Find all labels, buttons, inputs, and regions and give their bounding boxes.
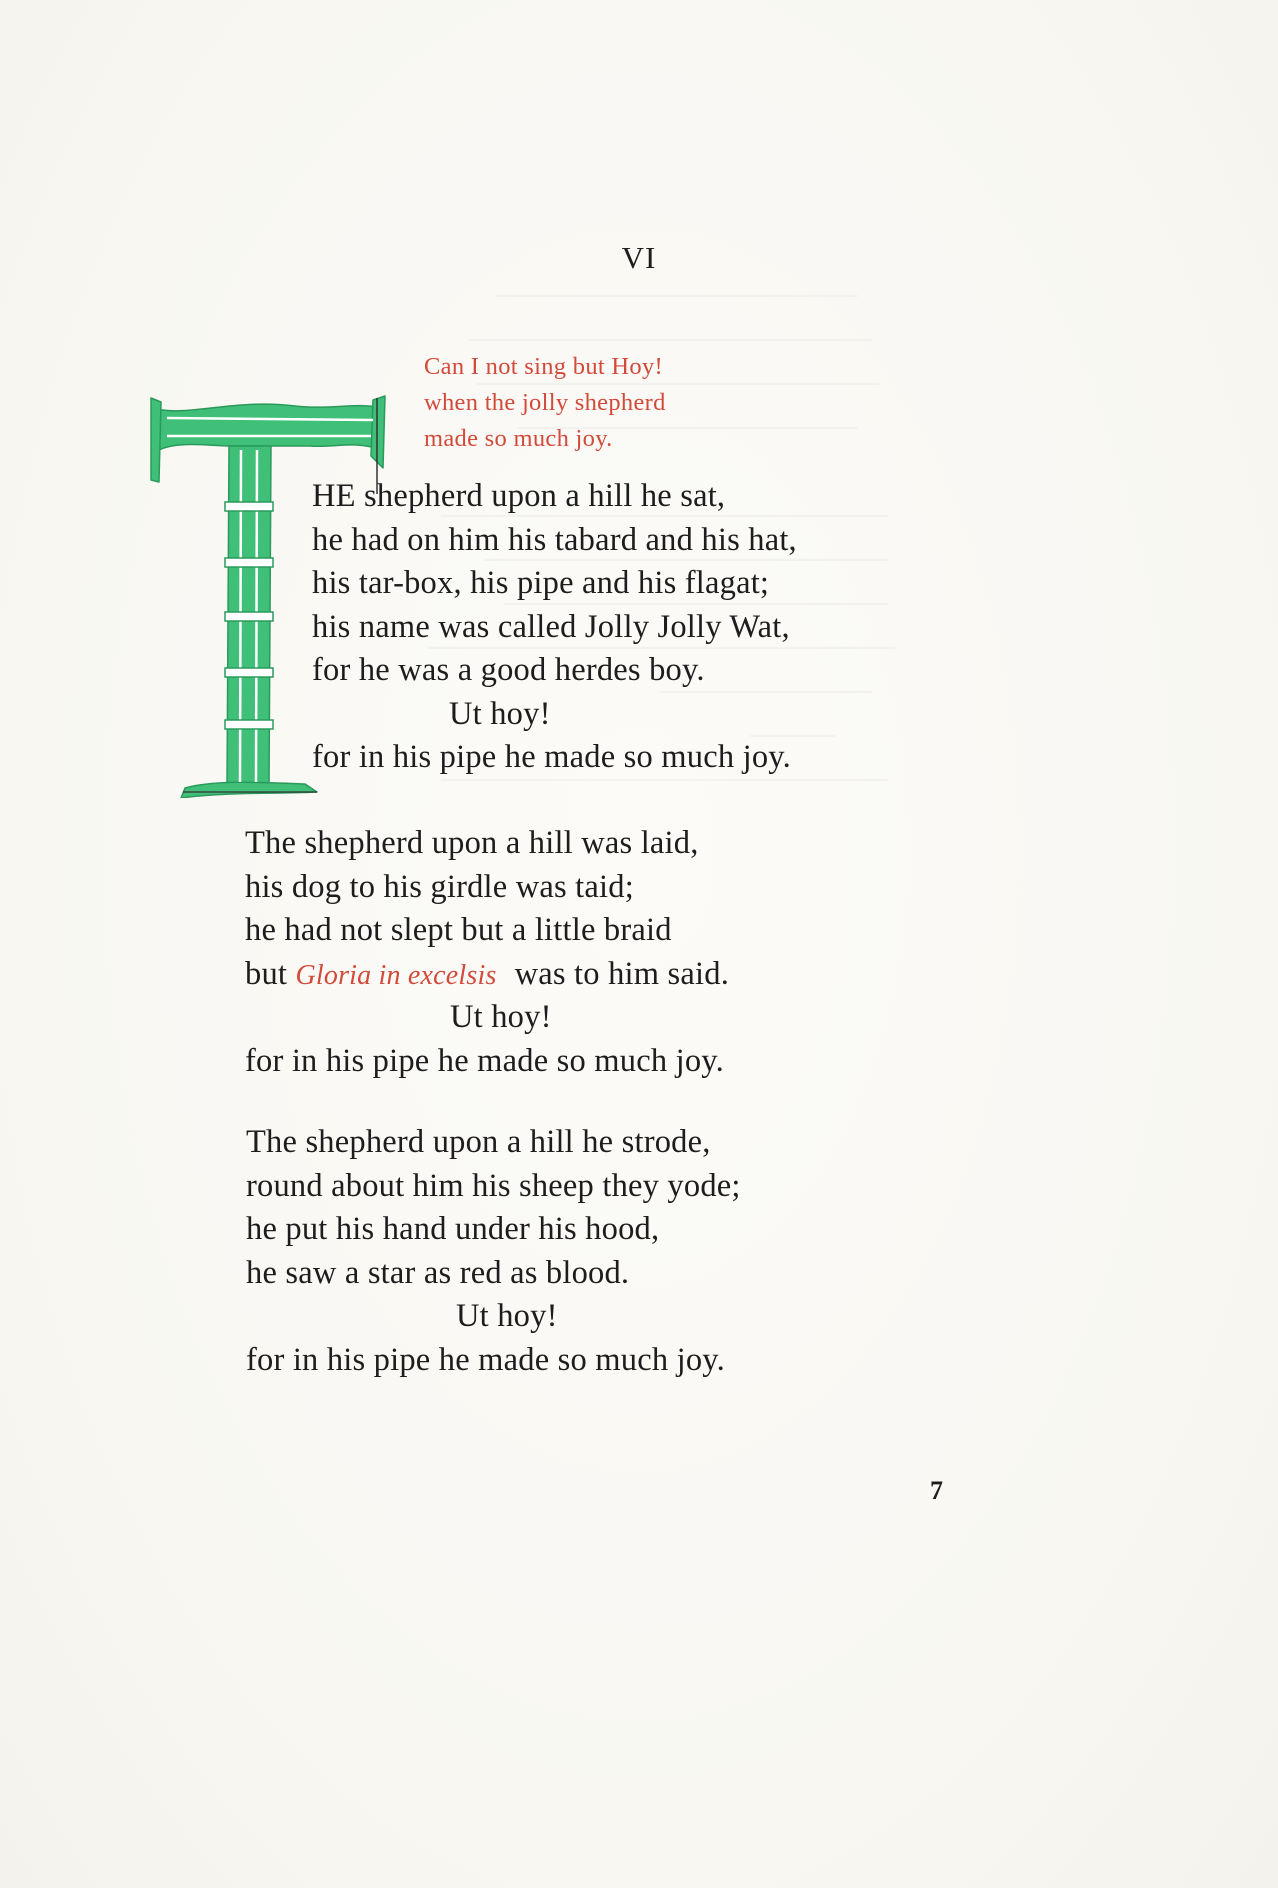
stanza-2 <box>245 822 729 1083</box>
refrain-call: Ut hoy! <box>456 1298 558 1334</box>
verse-line: his dog to his girdle was taid; <box>245 868 634 905</box>
section-number: VI <box>621 240 657 275</box>
epigraph-line: when the jolly shepherd <box>424 389 666 416</box>
latin-phrase: Gloria in excelsis <box>295 959 497 991</box>
refrain-call: Ut hoy! <box>449 695 551 732</box>
verse-line: he had on him his tabard and his hat, <box>312 521 797 558</box>
verse-line: he had not slept but a little braid <box>245 912 672 948</box>
verse-line-rest: was to him said. <box>514 955 730 992</box>
stanza-1 <box>312 475 797 780</box>
refrain-call: Ut hoy! <box>450 999 552 1035</box>
page-number: 7 <box>930 1476 943 1505</box>
refrain-line: for in his pipe he made so much joy. <box>245 1042 724 1079</box>
stanza-3 <box>246 1121 741 1382</box>
epigraph-line: made so much joy. <box>424 425 613 452</box>
verse-line: The shepherd upon a hill was laid, <box>245 825 699 861</box>
verse-line: he saw a star as red as blood. <box>246 1254 630 1291</box>
verse-line: for he was a good herdes boy. <box>312 652 705 688</box>
epigraph-line: Can I not sing but Hoy! <box>424 353 663 380</box>
verse-line: he put his hand under his hood, <box>246 1211 660 1247</box>
verse-line: The shepherd upon a hill he strode, <box>246 1124 711 1160</box>
refrain-line: for in his pipe he made so much joy. <box>246 1341 725 1378</box>
refrain-line: for in his pipe he made so much joy. <box>312 739 791 775</box>
epigraph <box>424 349 666 457</box>
verse-line: his name was called Jolly Jolly Wat, <box>312 608 790 645</box>
verse-line: round about him his sheep they yode; <box>246 1167 741 1204</box>
verse-line-with-latin <box>245 953 729 997</box>
verse-line: his tar-box, his pipe and his flagat; <box>312 565 770 601</box>
verse-line-prefix: but <box>245 955 288 992</box>
verse-line: HE shepherd upon a hill he sat, <box>312 478 726 514</box>
